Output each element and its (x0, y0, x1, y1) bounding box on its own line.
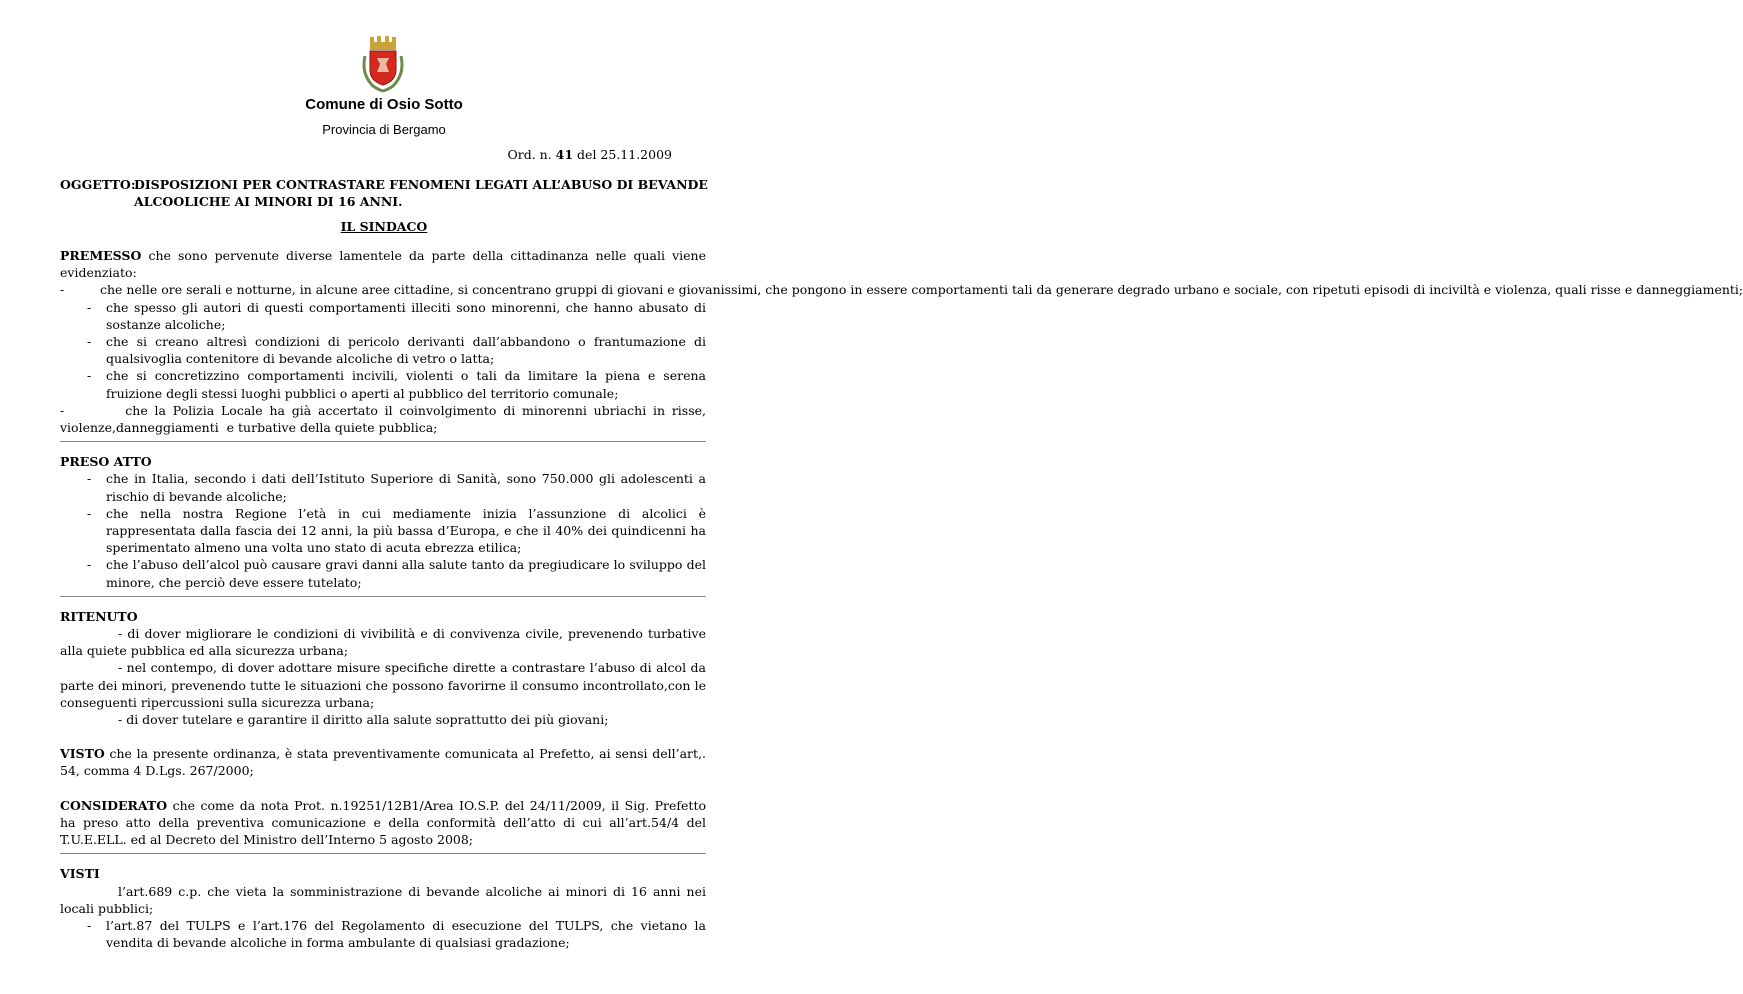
ritenuto-paragraph: - nel contempo, di dover adottare misure specifiche dirette a contrastare l’abuso di alcol da parte dei minori, prevenendo tutte le situazioni che possono favorirne il consumo incontrollato,con le conseguenti ripercussioni sulla sicurezza urbana; (60, 660, 706, 710)
visti-first-item: l’art.689 c.p. che vieta la somministrazione di bevande alcoliche ai minori di 16 anni nei locali pubblici; (60, 883, 706, 916)
premesso-item-text: che si creano altresì condizioni di pericolo derivanti dall’abbandono o frantumazione di qualsivoglia contenitore di bevande alcoliche di vetro o latta; (106, 334, 706, 367)
document-body (60, 247, 1743, 951)
premesso-item: - che spesso gli autori di questi comportamenti illeciti sono minorenni, che hanno abusato di sostanze alcoliche; (87, 299, 706, 332)
ordinance-date: del 25.11.2009 (577, 147, 672, 162)
section-divider (60, 853, 706, 854)
ordinance-reference (507, 147, 672, 162)
premesso-first-text: - che nelle ore serali e notturne, in alcune aree cittadine, si concentrano gruppi di giovani e giovanissimi, che pongono in essere comportamenti tali da generare degrado urbano e sociale, con ripetuti episodi di inciviltà e violenza, quali risse e danneggiamenti; (60, 282, 1743, 298)
visto-paragraph (60, 745, 706, 779)
considerato-paragraph (60, 797, 706, 849)
ordinance-number: 41 (555, 147, 574, 162)
premesso-item-text: che si concretizzino comportamenti incivili, violenti o tali da limitare la piena e serena fruizione degli stessi luoghi pubblici o aperti al pubblico del territorio comunale; (106, 368, 706, 401)
subject-label: OGGETTO: (60, 177, 136, 192)
premesso-item: - che si concretizzino comportamenti incivili, violenti o tali da limitare la piena e serena fruizione degli stessi luoghi pubblici o aperti al pubblico del territorio comunale; (87, 368, 706, 401)
ritenuto-paragraph: - di dover migliorare le condizioni di vivibilità e di convivenza civile, prevenendo turbative alla quiete pubblica ed alla sicurezza urbana; (60, 626, 706, 659)
visti-item-text: l’art.87 del TULPS e l’art.176 del Regolamento di esecuzione del TULPS, che vietano la vendita di bevande alcoliche in forma ambulante di qualsiasi gradazione; (106, 917, 706, 951)
visti-item: - l’art.87 del TULPS e l’art.176 del Regolamento di esecuzione del TULPS, che vietano la vendita di bevande alcoliche in forma ambulante di qualsiasi gradazione; (87, 917, 706, 951)
considerato-text: che come da nota Prot. n.19251/12B1/Area IO.S.P. del 24/11/2009, il Sig. Prefetto ha preso atto della preventiva comunicazione e della conformità dell’atto di cui all’art.54/4 del T.U.E.ELL. ed al Decreto del Ministro dell’Interno 5 agosto 2008; (60, 797, 706, 848)
premesso-item: - che si creano altresì condizioni di pericolo derivanti dall’abbandono o frantumazione di qualsivoglia contenitore di bevande alcoliche di vetro o latta; (87, 334, 706, 367)
subject-block (60, 176, 710, 210)
preso-atto-item: - che in Italia, secondo i dati dell’Istituto Superiore di Sanità, sono 750.000 gli adolescenti a rischio di bevande alcoliche; (87, 471, 706, 504)
preso-atto-item: - che nella nostra Regione l’età in cui mediamente inizia l’assunzione di alcolici è rappresentata dalla fascia dei 12 anni, la più bassa d’Europa, e che il 40% dei quindicenni ha sperimentato almeno una volta uno stato di acuta ebrezza etilica; (87, 505, 706, 556)
section-divider (60, 441, 706, 442)
subject-line-1: DISPOSIZIONI PER CONTRASTARE FENOMENI LEGATI ALL’ABUSO DI BEVANDE (134, 177, 708, 192)
ordinance-prefix: Ord. n. (507, 147, 552, 162)
considerato-keyword: CONSIDERATO (60, 797, 168, 813)
preso-atto-item-text: che l’abuso dell’alcol può causare gravi danni alla salute tanto da pregiudicare lo sviluppo del minore, che perciò deve essere tutelato; (106, 557, 706, 590)
subject-line-2: ALCOOLICHE AI MINORI DI 16 ANNI. (134, 194, 403, 209)
section-divider (60, 596, 706, 597)
premesso-item-text: che spesso gli autori di questi comportamenti illeciti sono minorenni, che hanno abusato di sostanze alcoliche; (106, 299, 706, 332)
province-name: Provincia di Bergamo (322, 122, 446, 137)
visti-heading: VISTI (60, 866, 100, 882)
municipality-name: Comune di Osio Sotto (305, 96, 463, 113)
preso-atto-item: - che l’abuso dell’alcol può causare gravi danni alla salute tanto da pregiudicare lo sviluppo del minore, che perciò deve essere tutelato; (87, 557, 706, 590)
premesso-last-item (60, 402, 710, 436)
preso-atto-item-text: che in Italia, secondo i dati dell’Istituto Superiore di Sanità, sono 750.000 gli adolescenti a rischio di bevande alcoliche; (106, 471, 706, 504)
premesso-keyword: PREMESSO (60, 248, 142, 263)
ritenuto-paragraph: - di dover tutelare e garantire il diritto alla salute soprattutto dei più giovani; (118, 712, 609, 728)
premesso-text: che sono pervenute diverse lamentele da parte della cittadinanza nelle quali viene evidenziato: (60, 248, 706, 281)
preso-atto-heading: PRESO ATTO (60, 454, 152, 470)
premesso-last-text: - che la Polizia Locale ha già accertato il coinvolgimento di minorenni ubriachi in risse, violenze,danneggiamenti e turbative della quiete pubblica; (60, 402, 710, 436)
preso-atto-item-text: che nella nostra Regione l’età in cui mediamente inizia l’assunzione di alcolici è rappresentata dalla fascia dei 12 anni, la più bassa d’Europa, e che il 40% dei quindicenni ha sperimentato almeno una volta uno stato di acuta ebrezza etilica; (106, 505, 706, 556)
ritenuto-heading: RITENUTO (60, 608, 138, 624)
visto-keyword: VISTO (60, 746, 105, 762)
section-title-sindaco: IL SINDACO (340, 219, 428, 234)
premesso-first-item (60, 281, 1743, 298)
coat-of-arms-icon (359, 34, 407, 92)
premesso-intro (60, 247, 706, 281)
visto-text: che la presente ordinanza, è stata preventivamente comunicata al Prefetto, ai sensi dell’art,. 54, comma 4 D.Lgs. 267/2000; (60, 746, 706, 779)
